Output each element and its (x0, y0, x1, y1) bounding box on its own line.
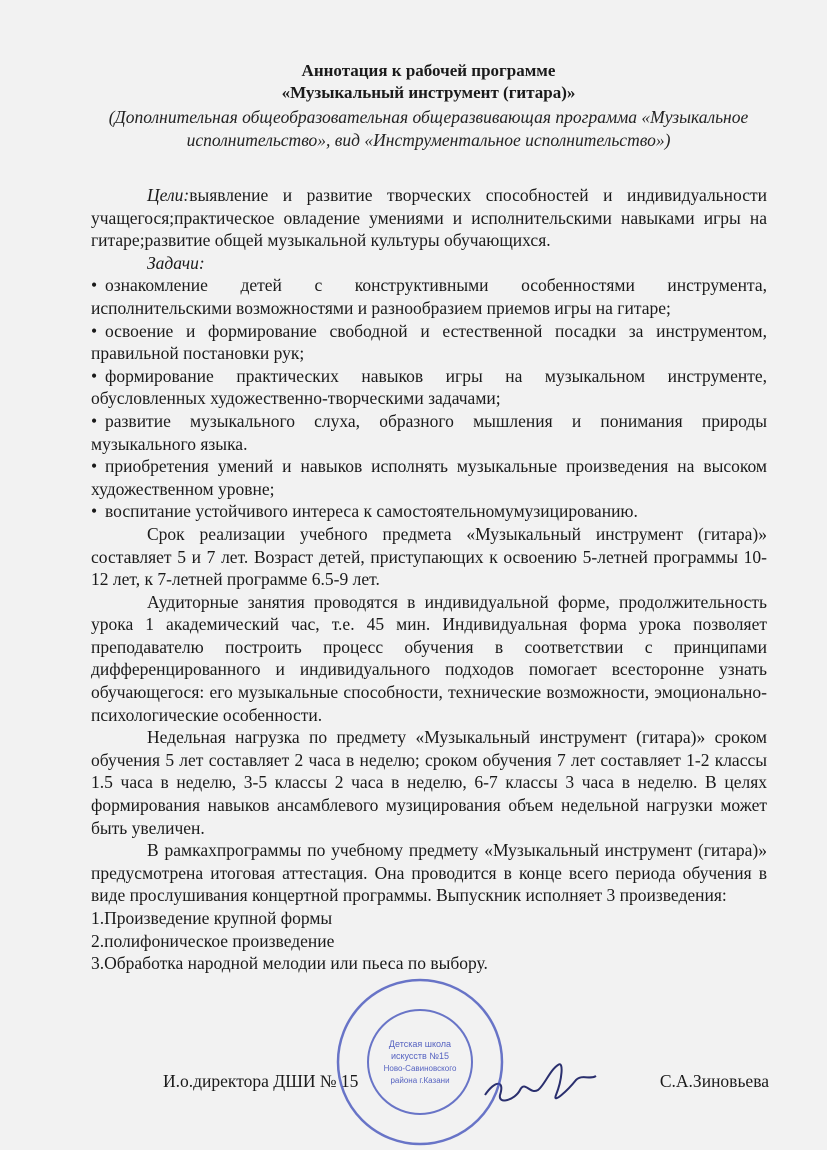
task-text: освоение и формирование свободной и естественной посадки за инструментом, правильной постановки рук; (91, 320, 767, 364)
list-item (91, 410, 767, 455)
document-body (91, 184, 767, 975)
task-text: ознакомление детей с конструктивными особенностями инструмента, исполнительскими возможностями и разнообразием приемов игры на гитаре; (91, 275, 767, 318)
title-line-1: Аннотация к рабочей программе (301, 61, 556, 80)
goals-label: Цели: (147, 185, 190, 205)
svg-text:Детская школа: Детская школа (388, 1039, 452, 1049)
bullet-icon: • (91, 410, 98, 431)
bullet-icon: • (91, 456, 98, 477)
goals-text: выявление и развитие творческих способностей и индивидуальности учащегося;практическое овладение умениями и исполнительскими навыками игры на гитаре;развитие общей музыкальной культуры обучающихся. (91, 185, 767, 251)
task-text: приобретения умений и навыков исполнять музыкальные произведения на высоком художественном уровне; (91, 456, 767, 499)
paragraph-attestation: В рамкахпрограммы по учебному предмету «Музыкальный инструмент (гитара)» предусмотрена итоговая аттестация. Она проводится в конце всего периода обучения в виде прослушивания концертной программы. Выпускник исполняет 3 произведения: (91, 840, 767, 906)
task-text: воспитание устойчивого интереса к самостоятельномумузицированию. (105, 501, 638, 522)
task-text: формирование практических навыков игры на музыкальном инструменте, обусловленных художественно-творческими задачами; (91, 365, 767, 409)
list-item (91, 500, 767, 523)
bullet-icon: • (91, 365, 98, 386)
goals-paragraph (91, 184, 767, 252)
subtitle: (Дополнительная общеобразовательная общеразвивающая программа «Музыкальное исполнительство», вид «Инструментальное исполнительство») (108, 107, 749, 150)
bullet-icon: • (91, 320, 98, 341)
list-item (91, 320, 767, 365)
list-item (91, 274, 767, 319)
paragraph-lessons: Аудиторные занятия проводятся в индивидуальной форме, продолжительность урока 1 академический час, т.е. 45 мин. Индивидуальная форма урока позволяет преподавателю построить процесс обучения в соответствии с принципами дифференцированного и индивидуального подходов помогает всесторонне узнать обучающегося: его музыкальные способности, технические возможности, эмоционально-психологические особенности. (91, 591, 767, 725)
work-item: 2.полифоническое произведение (91, 930, 335, 951)
work-item: 3.Обработка народной мелодии или пьеса по выбору. (91, 953, 488, 974)
paragraph-load: Недельная нагрузка по предмету «Музыкальный инструмент (гитара)» сроком обучения 5 лет составляет 2 часа в неделю; сроком обучения 7 лет составляет 1-2 классы 1.5 часа в неделю, 3-5 классы 2 часа в неделю, 6-7 классы 3 часа в неделю. В целях формирования навыков ансамблевого музицирования объем недельной нагрузки может быть увеличен. (91, 727, 767, 838)
task-text: развитие музыкального слуха, образного мышления и понимания природы музыкального языка. (91, 410, 767, 454)
stamp-icon (333, 975, 508, 1150)
work-item: 1.Произведение крупной формы (91, 908, 333, 928)
tasks-label: Задачи: (147, 252, 205, 273)
title-line-2: «Музыкальный инструмент (гитара)» (281, 83, 576, 102)
director-name: С.А.Зиновьева (659, 1071, 769, 1091)
bullet-icon: • (91, 275, 98, 296)
svg-text:искусств №15: искусств №15 (390, 1051, 450, 1061)
svg-text:Ново-Савиновского: Ново-Савиновского (383, 1064, 457, 1073)
title-block (90, 60, 767, 152)
bullet-icon: • (91, 501, 98, 522)
list-item (91, 365, 767, 410)
paragraph-duration: Срок реализации учебного предмета «Музыкальный инструмент (гитара)» составляет 5 и 7 лет. Возраст детей, приступающих к освоению 5-летней программы 10-12 лет, к 7-летней программе 6.5-9 лет. (91, 523, 767, 590)
director-title: И.о.директора ДШИ № 15 (163, 1071, 359, 1091)
list-item (91, 455, 767, 500)
svg-text:района г.Казани: района г.Казани (390, 1076, 450, 1085)
